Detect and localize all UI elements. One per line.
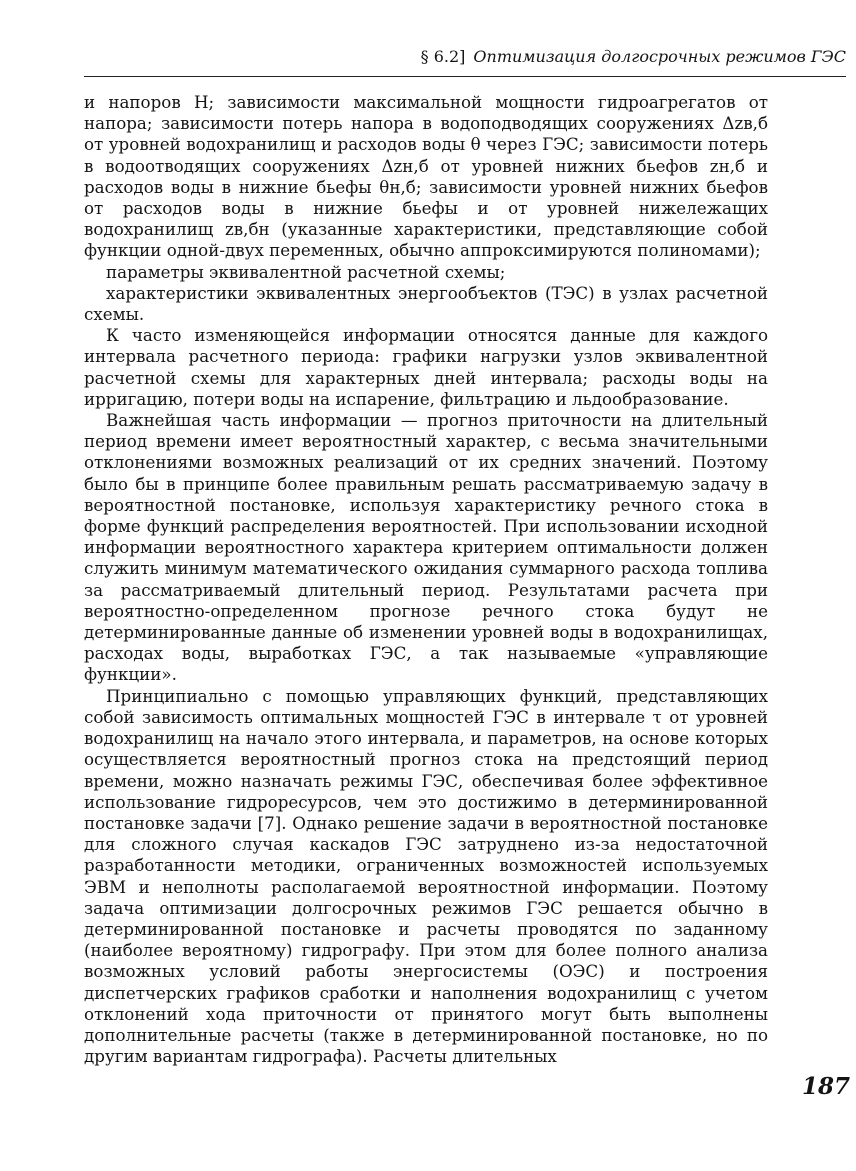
running-header — [84, 47, 846, 66]
paragraph: и напоров H; зависимости максимальной мощности гидроагрегатов от напора; зависимости потерь напора в водоподводящих сооружениях Δzв,б от уровней водохранилищ и расходов воды θ через ГЭС; зависимости потерь в водоотводящих сооружениях Δzн,б от уровней нижних бьефов zн,б и расходов воды в нижние бьефы θн,б; зависимости уровней нижних бьефов от расходов воды в нижние бьефы и от уровней нижележащих водохранилищ zв,бн (указанные характеристики, представляющие собой функции одной-двух переменных, обычно аппроксимируются полиномами); — [84, 92, 768, 261]
body-text — [84, 92, 768, 1067]
header-rule — [84, 76, 846, 77]
running-title: Оптимизация долгосрочных режимов ГЭС — [473, 47, 846, 66]
paragraph: К часто изменяющейся информации относятся данные для каждого интервала расчетного периода: графики нагрузки узлов эквивалентной расчетной схемы для характерных дней интервала; расходы воды на ирригацию, потери воды на испарение, фильтрацию и льдообразование. — [84, 325, 768, 409]
paragraph: параметры эквивалентной расчетной схемы; — [106, 261, 506, 282]
section-number: § 6.2] — [420, 47, 466, 66]
paragraph: Принципиально с помощью управляющих функций, представляющих собой зависимость оптимальных мощностей ГЭС в интервале τ от уровней водохранилищ на начало этого интервала, и параметров, на основе которых осуществляется вероятностный прогноз стока на предстоящий период времени, можно назначать режимы ГЭС, обеспечивая более эффективное использование гидроресурсов, чем это достижимо в детерминированной постановке задачи [7]. Однако решение задачи в вероятностной постановке для сложного случая каскадов ГЭС затруднено из-за недостаточной разработанности методики, ограниченных возможностей используемых ЭВМ и неполноты располагаемой вероятностной информации. Поэтому задача оптимизации долгосрочных режимов ГЭС решается обычно в детерминированной постановке и расчеты проводятся по заданному (наиболее вероятному) гидрографу. При этом для более полного анализа возможных условий работы энергосистемы (ОЭС) и построения диспетчерских графиков сработки и наполнения водохранилищ с учетом отклонений хода приточности от принятого могут быть выполнены дополнительные расчеты (также в детерминированной постановке, но по другим вариантам гидрографа). Расчеты длительных — [84, 685, 768, 1067]
paragraph: Важнейшая часть информации — прогноз приточности на длительный период времени имеет вероятностный характер, с весьма значительными отклонениями возможных реализаций от их средних значений. Поэтому было бы в принципе более правильным решать рассматриваемую задачу в вероятностной постановке, используя характеристику речного стока в форме функций распределения вероятностей. При использовании исходной информации вероятностного характера критерием оптимальности должен служить минимум математического ожидания суммарного расхода топлива за рассматриваемый длительный период. Результатами расчета при вероятностно-определенном прогнозе речного стока будут не детерминированные данные об изменении уровней воды в водохранилищах, расходах воды, выработках ГЭС, а так называемые «управляющие функции». — [84, 410, 768, 685]
page-number: 187 — [802, 1073, 851, 1100]
paragraph: характеристики эквивалентных энергообъектов (ТЭС) в узлах расчетной схемы. — [84, 282, 768, 325]
